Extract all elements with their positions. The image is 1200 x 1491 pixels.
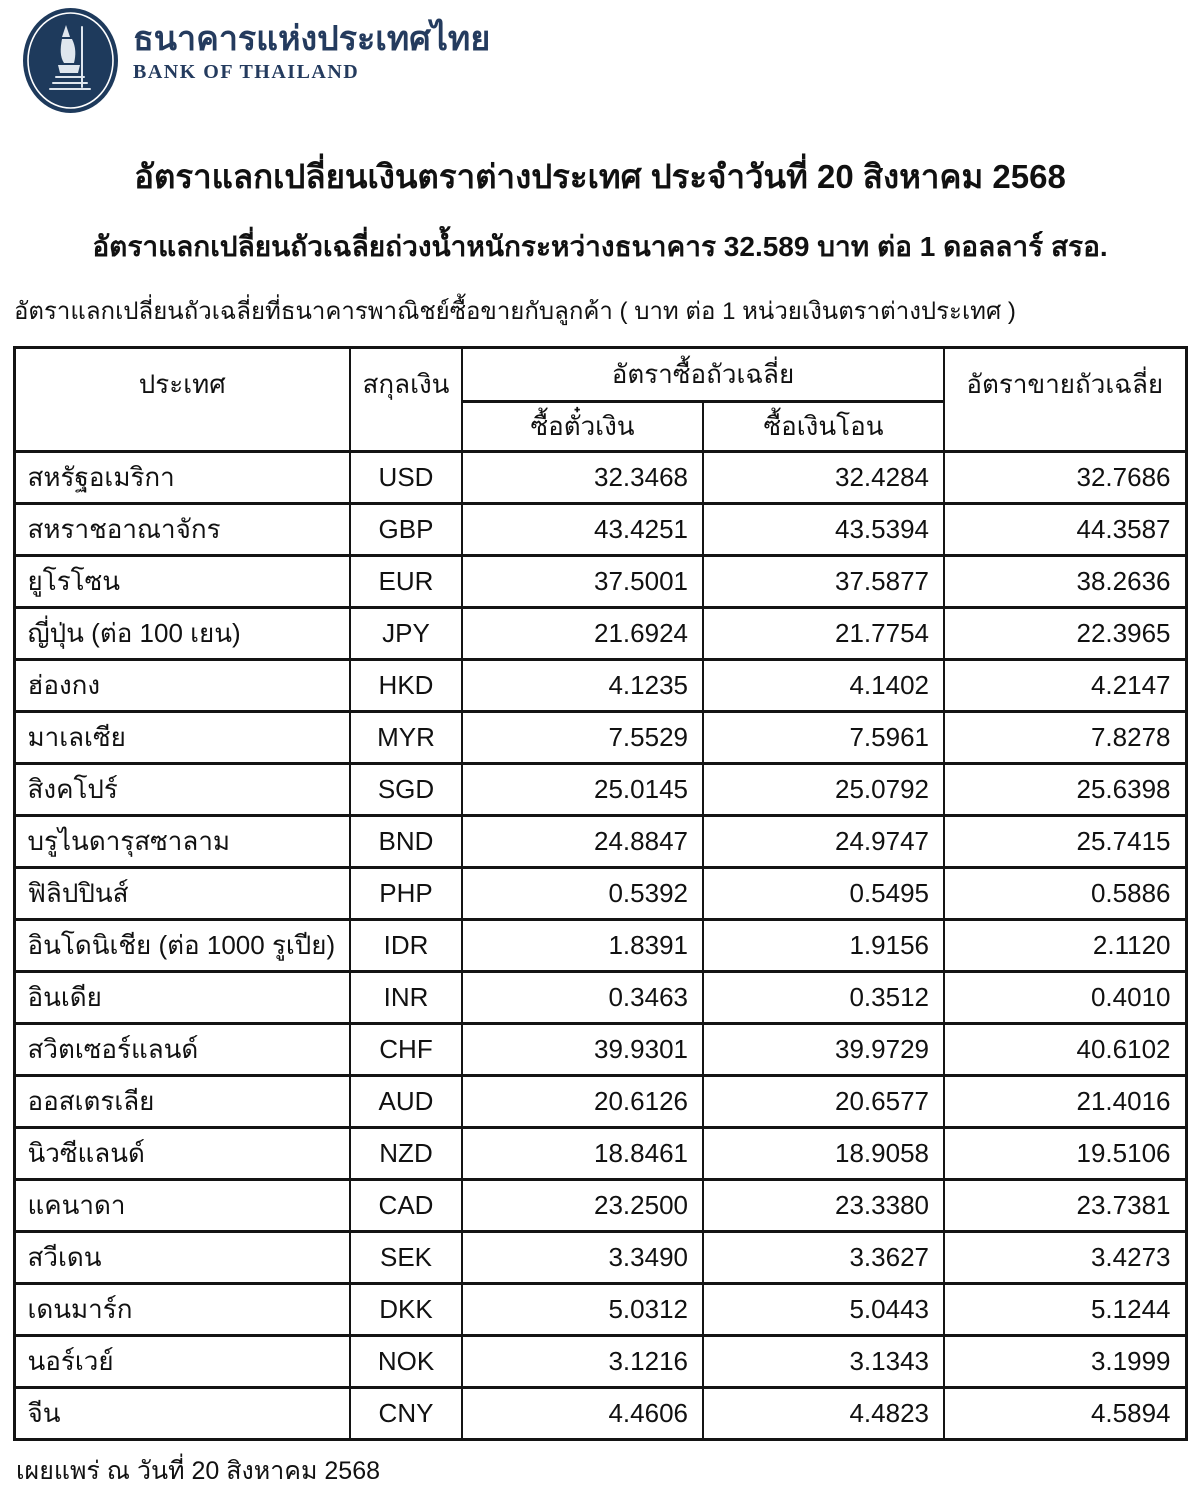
cell-buy-transfer: 3.3627 bbox=[703, 1232, 944, 1284]
cell-buy-transfer: 7.5961 bbox=[703, 712, 944, 764]
cell-buy-transfer: 0.5495 bbox=[703, 868, 944, 920]
table-row bbox=[14, 556, 1186, 608]
table-row bbox=[14, 764, 1186, 816]
cell-currency: AUD bbox=[350, 1076, 462, 1128]
cell-currency: PHP bbox=[350, 868, 462, 920]
cell-sell: 25.6398 bbox=[944, 764, 1186, 816]
cell-buy-bill: 37.5001 bbox=[462, 556, 703, 608]
cell-buy-bill: 3.3490 bbox=[462, 1232, 703, 1284]
cell-buy-transfer: 21.7754 bbox=[703, 608, 944, 660]
col-header-country: ประเทศ bbox=[14, 348, 350, 452]
table-header bbox=[14, 348, 1186, 452]
cell-country: สวีเดน bbox=[14, 1232, 350, 1284]
table-row bbox=[14, 816, 1186, 868]
cell-buy-bill: 20.6126 bbox=[462, 1076, 703, 1128]
cell-buy-bill: 43.4251 bbox=[462, 504, 703, 556]
cell-buy-bill: 32.3468 bbox=[462, 452, 703, 504]
brand-name-english: BANK OF THAILAND bbox=[133, 61, 360, 84]
cell-buy-transfer: 18.9058 bbox=[703, 1128, 944, 1180]
cell-buy-transfer: 25.0792 bbox=[703, 764, 944, 816]
cell-currency: IDR bbox=[350, 920, 462, 972]
cell-buy-transfer: 3.1343 bbox=[703, 1336, 944, 1388]
cell-country: บรูไนดารุสซาลาม bbox=[14, 816, 350, 868]
cell-buy-bill: 5.0312 bbox=[462, 1284, 703, 1336]
cell-currency: MYR bbox=[350, 712, 462, 764]
cell-buy-transfer: 32.4284 bbox=[703, 452, 944, 504]
cell-sell: 32.7686 bbox=[944, 452, 1186, 504]
table-row bbox=[14, 972, 1186, 1024]
cell-buy-bill: 24.8847 bbox=[462, 816, 703, 868]
cell-sell: 3.4273 bbox=[944, 1232, 1186, 1284]
table-row bbox=[14, 1284, 1186, 1336]
table-row bbox=[14, 660, 1186, 712]
cell-buy-transfer: 23.3380 bbox=[703, 1180, 944, 1232]
cell-buy-bill: 18.8461 bbox=[462, 1128, 703, 1180]
cell-currency: CNY bbox=[350, 1388, 462, 1440]
cell-buy-transfer: 39.9729 bbox=[703, 1024, 944, 1076]
col-header-currency: สกุลเงิน bbox=[350, 348, 462, 452]
cell-sell: 22.3965 bbox=[944, 608, 1186, 660]
cell-country: อินเดีย bbox=[14, 972, 350, 1024]
col-header-buy-group: อัตราซื้อถัวเฉลี่ย bbox=[462, 348, 944, 402]
cell-buy-bill: 1.8391 bbox=[462, 920, 703, 972]
cell-buy-bill: 21.6924 bbox=[462, 608, 703, 660]
cell-buy-transfer: 24.9747 bbox=[703, 816, 944, 868]
cell-buy-transfer: 43.5394 bbox=[703, 504, 944, 556]
cell-currency: JPY bbox=[350, 608, 462, 660]
cell-sell: 3.1999 bbox=[944, 1336, 1186, 1388]
cell-country: ฮ่องกง bbox=[14, 660, 350, 712]
table-row bbox=[14, 1232, 1186, 1284]
cell-buy-transfer: 4.1402 bbox=[703, 660, 944, 712]
table-row bbox=[14, 452, 1186, 504]
cell-buy-bill: 4.1235 bbox=[462, 660, 703, 712]
table-row bbox=[14, 1388, 1186, 1440]
cell-buy-transfer: 5.0443 bbox=[703, 1284, 944, 1336]
exchange-rate-table bbox=[13, 346, 1188, 1441]
cell-country: แคนาดา bbox=[14, 1180, 350, 1232]
brand-header bbox=[0, 0, 1200, 118]
cell-currency: INR bbox=[350, 972, 462, 1024]
cell-sell: 5.1244 bbox=[944, 1284, 1186, 1336]
cell-country: เดนมาร์ก bbox=[14, 1284, 350, 1336]
cell-currency: NZD bbox=[350, 1128, 462, 1180]
cell-country: จีน bbox=[14, 1388, 350, 1440]
table-row bbox=[14, 712, 1186, 764]
cell-sell: 44.3587 bbox=[944, 504, 1186, 556]
cell-buy-bill: 39.9301 bbox=[462, 1024, 703, 1076]
cell-sell: 7.8278 bbox=[944, 712, 1186, 764]
publish-date-note: เผยแพร่ ณ วันที่ 20 สิงหาคม 2568 bbox=[16, 1457, 381, 1485]
cell-buy-bill: 4.4606 bbox=[462, 1388, 703, 1440]
cell-sell: 38.2636 bbox=[944, 556, 1186, 608]
cell-buy-transfer: 20.6577 bbox=[703, 1076, 944, 1128]
cell-country: นอร์เวย์ bbox=[14, 1336, 350, 1388]
cell-currency: CAD bbox=[350, 1180, 462, 1232]
cell-country: สหรัฐอเมริกา bbox=[14, 452, 350, 504]
cell-currency: CHF bbox=[350, 1024, 462, 1076]
cell-buy-transfer: 37.5877 bbox=[703, 556, 944, 608]
cell-currency: SGD bbox=[350, 764, 462, 816]
table-row bbox=[14, 1024, 1186, 1076]
cell-sell: 0.5886 bbox=[944, 868, 1186, 920]
cell-currency: HKD bbox=[350, 660, 462, 712]
cell-sell: 19.5106 bbox=[944, 1128, 1186, 1180]
cell-currency: EUR bbox=[350, 556, 462, 608]
cell-currency: SEK bbox=[350, 1232, 462, 1284]
brand-names bbox=[133, 7, 490, 84]
cell-buy-transfer: 0.3512 bbox=[703, 972, 944, 1024]
cell-buy-bill: 0.5392 bbox=[462, 868, 703, 920]
table-row bbox=[14, 1128, 1186, 1180]
cell-country: ฟิลิปปินส์ bbox=[14, 868, 350, 920]
cell-country: ญี่ปุ่น (ต่อ 100 เยน) bbox=[14, 608, 350, 660]
cell-buy-bill: 25.0145 bbox=[462, 764, 703, 816]
table-caption-note: อัตราแลกเปลี่ยนถัวเฉลี่ยที่ธนาคารพาณิชย์ซื้อขายกับลูกค้า ( บาท ต่อ 1 หน่วยเงินตราต่างประเทศ ) bbox=[14, 298, 1016, 325]
cell-buy-transfer: 1.9156 bbox=[703, 920, 944, 972]
cell-sell: 21.4016 bbox=[944, 1076, 1186, 1128]
table-row bbox=[14, 868, 1186, 920]
cell-country: สหราชอาณาจักร bbox=[14, 504, 350, 556]
cell-sell: 2.1120 bbox=[944, 920, 1186, 972]
rates-table-body bbox=[14, 452, 1186, 1440]
cell-currency: DKK bbox=[350, 1284, 462, 1336]
cell-buy-bill: 3.1216 bbox=[462, 1336, 703, 1388]
table-row bbox=[14, 920, 1186, 972]
cell-country: มาเลเซีย bbox=[14, 712, 350, 764]
cell-sell: 25.7415 bbox=[944, 816, 1186, 868]
cell-currency: GBP bbox=[350, 504, 462, 556]
cell-sell: 0.4010 bbox=[944, 972, 1186, 1024]
cell-buy-transfer: 4.4823 bbox=[703, 1388, 944, 1440]
col-header-buy-transfer: ซื้อเงินโอน bbox=[703, 402, 944, 452]
cell-country: นิวซีแลนด์ bbox=[14, 1128, 350, 1180]
page-title: อัตราแลกเปลี่ยนเงินตราต่างประเทศ ประจำวันที่ 20 สิงหาคม 2568 bbox=[134, 158, 1066, 195]
cell-buy-bill: 7.5529 bbox=[462, 712, 703, 764]
cell-buy-bill: 23.2500 bbox=[462, 1180, 703, 1232]
cell-sell: 40.6102 bbox=[944, 1024, 1186, 1076]
cell-buy-bill: 0.3463 bbox=[462, 972, 703, 1024]
page-subtitle: อัตราแลกเปลี่ยนถัวเฉลี่ยถ่วงน้ำหนักระหว่างธนาคาร 32.589 บาท ต่อ 1 ดอลลาร์ สรอ. bbox=[92, 231, 1108, 262]
table-row bbox=[14, 608, 1186, 660]
brand-name-thai: ธนาคารแห่งประเทศไทย bbox=[133, 20, 491, 58]
cell-country: สิงคโปร์ bbox=[14, 764, 350, 816]
bank-of-thailand-logo-icon bbox=[22, 7, 119, 114]
cell-country: ออสเตรเลีย bbox=[14, 1076, 350, 1128]
cell-currency: USD bbox=[350, 452, 462, 504]
cell-country: สวิตเซอร์แลนด์ bbox=[14, 1024, 350, 1076]
cell-sell: 4.5894 bbox=[944, 1388, 1186, 1440]
col-header-buy-bill: ซื้อตั๋วเงิน bbox=[462, 402, 703, 452]
table-row bbox=[14, 504, 1186, 556]
table-row bbox=[14, 1076, 1186, 1128]
header-row-1 bbox=[14, 348, 1186, 402]
cell-currency: NOK bbox=[350, 1336, 462, 1388]
col-header-sell: อัตราขายถัวเฉลี่ย bbox=[944, 348, 1186, 452]
table-row bbox=[14, 1336, 1186, 1388]
cell-sell: 23.7381 bbox=[944, 1180, 1186, 1232]
cell-country: อินโดนิเชีย (ต่อ 1000 รูเปีย) bbox=[14, 920, 350, 972]
cell-country: ยูโรโซน bbox=[14, 556, 350, 608]
table-row bbox=[14, 1180, 1186, 1232]
cell-sell: 4.2147 bbox=[944, 660, 1186, 712]
cell-currency: BND bbox=[350, 816, 462, 868]
